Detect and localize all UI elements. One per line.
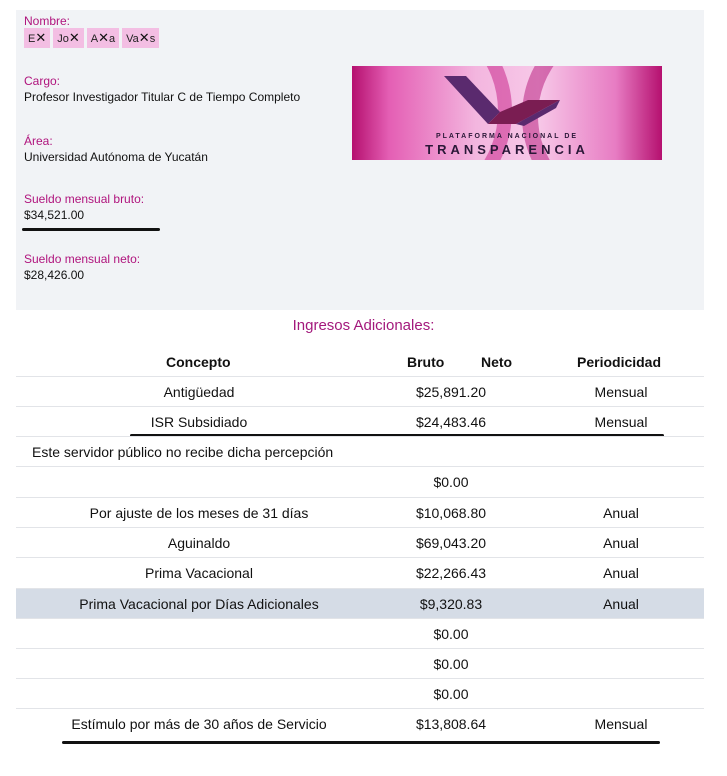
- cell-periodicidad: Mensual: [594, 384, 648, 400]
- cargo-label: Cargo:: [24, 74, 61, 88]
- nombre-chips: [24, 28, 159, 48]
- area-label: Área:: [24, 134, 53, 148]
- table-row-highlighted: [16, 588, 704, 618]
- cell-periodicidad: Anual: [603, 596, 639, 612]
- sueldo-bruto-value: $34,521.00: [24, 208, 85, 222]
- table-row: [16, 436, 704, 466]
- cell-bruto: $22,266.43: [415, 565, 487, 581]
- cell-periodicidad: Anual: [603, 535, 639, 551]
- sueldo-neto-value: $28,426.00: [24, 268, 85, 282]
- cell-concepto: [16, 467, 382, 497]
- table-row: [16, 376, 704, 406]
- cell-bruto: $25,891.20: [415, 384, 487, 400]
- table-row: [16, 406, 704, 436]
- cell-periodicidad: Anual: [603, 505, 639, 521]
- header-neto: Neto: [481, 354, 513, 370]
- table-row: [16, 497, 704, 527]
- cell-periodicidad: [536, 679, 706, 709]
- cell-concepto: Aguinaldo: [167, 535, 231, 551]
- cell-concepto: [16, 679, 382, 709]
- cell-periodicidad: Anual: [603, 565, 639, 581]
- table-row: [16, 557, 704, 587]
- cell-bruto: $24,483.46: [415, 414, 487, 430]
- cell-periodicidad: Mensual: [594, 716, 648, 732]
- cell-bruto: $13,808.64: [415, 716, 487, 732]
- cell-concepto: Por ajuste de los meses de 31 días: [89, 505, 309, 521]
- cell-concepto: Prima Vacacional: [145, 565, 253, 581]
- cell-bruto: $69,043.20: [415, 535, 487, 551]
- cell-concepto: Antigüedad: [163, 384, 235, 400]
- cell-bruto: $0.00: [433, 474, 469, 490]
- table-row: [16, 678, 704, 708]
- table-row: [16, 466, 704, 496]
- name-chip: Jo✕: [53, 28, 84, 48]
- cell-periodicidad: Mensual: [594, 414, 648, 430]
- cell-periodicidad: [536, 467, 706, 497]
- cargo-value: Profesor Investigador Titular C de Tiempo Completo: [24, 90, 301, 104]
- sueldo-bruto-label: Sueldo mensual bruto:: [24, 192, 145, 206]
- name-chip: A✕a: [87, 28, 119, 48]
- cell-concepto: ISR Subsidiado: [150, 414, 248, 430]
- header-concepto: Concepto: [166, 354, 231, 370]
- cell-concepto: Este servidor público no recibe dicha percepción: [32, 444, 334, 460]
- cell-periodicidad: [536, 649, 706, 679]
- cell-concepto: [16, 649, 382, 679]
- area-value: Universidad Autónoma de Yucatán: [24, 150, 208, 164]
- handwritten-underline: [22, 228, 160, 231]
- sueldo-neto-label: Sueldo mensual neto:: [24, 252, 141, 266]
- cell-concepto: [16, 619, 382, 649]
- logo-mark-icon: [444, 72, 564, 130]
- table-row: [16, 618, 704, 648]
- cell-bruto: $0.00: [433, 656, 469, 672]
- table-row: [16, 527, 704, 557]
- cell-bruto: $10,068.80: [415, 505, 487, 521]
- cell-concepto: Prima Vacacional por Días Adicionales: [79, 596, 319, 612]
- plataforma-transparencia-logo: [352, 66, 662, 160]
- table-row: [16, 708, 704, 738]
- cell-bruto: $9,320.83: [419, 596, 483, 612]
- cell-bruto: $0.00: [433, 686, 469, 702]
- nombre-label: Nombre:: [24, 14, 71, 28]
- handwritten-underline: [62, 741, 660, 744]
- cell-bruto: $0.00: [433, 626, 469, 642]
- logo-line2: TRANSPARENCIA: [425, 142, 589, 157]
- name-chip: Va✕s: [122, 28, 159, 48]
- name-chip: E✕: [24, 28, 50, 48]
- section-title: Ingresos Adicionales:: [292, 317, 435, 334]
- cell-concepto: Estímulo por más de 30 años de Servicio: [71, 716, 327, 732]
- cell-periodicidad: [536, 619, 706, 649]
- header-periodicidad: Periodicidad: [577, 354, 662, 370]
- table-row: [16, 648, 704, 678]
- header-bruto: Bruto: [407, 354, 445, 370]
- logo-line1: PLATAFORMA NACIONAL DE: [435, 133, 579, 140]
